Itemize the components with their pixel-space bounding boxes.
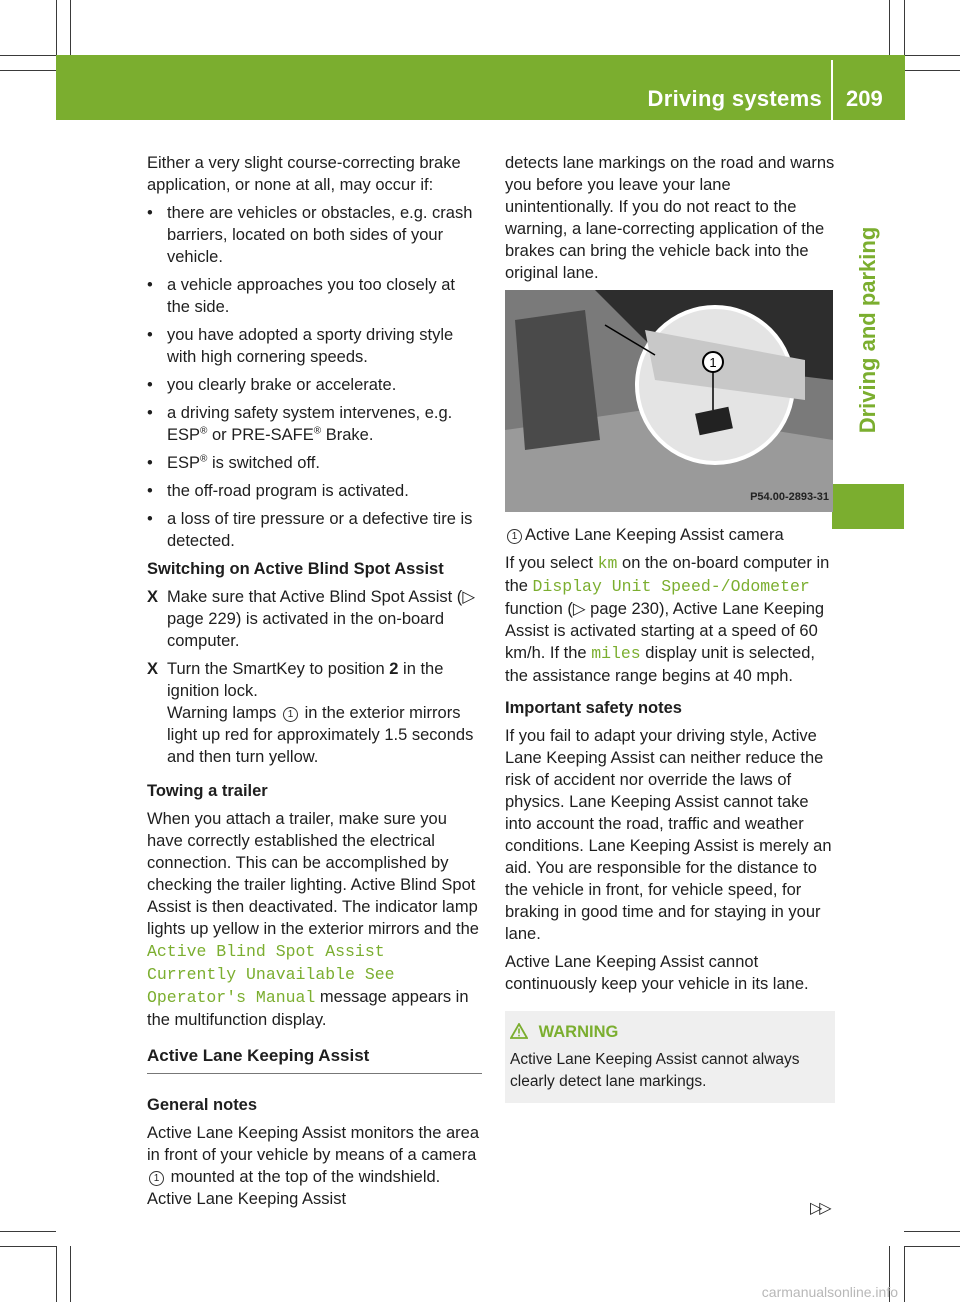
callout-1-icon: 1 — [149, 1171, 164, 1186]
list-item: • the off-road program is activated. — [147, 482, 409, 500]
general-notes-paragraph: Active Lane Keeping Assist monitors the area in front of your vehicle by means of a camera 1 mounted at the top of the windshield. Active Lane Keeping Assist — [147, 1124, 480, 1208]
crop-mark — [904, 1246, 905, 1302]
bullet-mark: • — [147, 454, 153, 472]
list-item: • there are vehicles or obstacles, e.g. crash barriers, located on both sides of your vehicle. — [147, 204, 473, 266]
subheading-towing: Towing a trailer — [147, 782, 268, 800]
crop-mark — [904, 55, 960, 56]
towing-paragraph: When you attach a trailer, make sure you have correctly established the electrical connection. This can be accomplished by checking the trailer lighting. Active Blind Spot Assist is then deactivated. The indicator lamp lights up yellow in the exterior mirrors and the Active Blind Spot Assist Currently Unavailable See Operator's Manual message appears in the multifunction display. — [147, 810, 479, 1029]
chapter-title: Driving and parking — [855, 226, 880, 434]
subheading-general-notes: General notes — [147, 1096, 258, 1114]
chapter-tab — [832, 130, 904, 434]
crop-mark — [904, 70, 960, 71]
crop-mark — [70, 0, 71, 55]
page-ref-icon: ▷ — [462, 588, 476, 606]
subheading-safety: Important safety notes — [505, 699, 682, 717]
list-item: • a driving safety system intervenes, e.g. ESP® or PRE-SAFE® Brake. — [147, 404, 453, 444]
bullet-mark: • — [147, 482, 153, 500]
camera-photo — [505, 290, 833, 512]
safety-paragraph: If you fail to adapt your driving style, Active Lane Keeping Assist can neither reduce the risk of accident nor override the laws of physics. Lane Keeping Assist cannot take into account the road, traffic and weather conditions. Lane Keeping Assist is merely an aid. You are responsible for the distance to the vehicle in front, for vehicle speed, for braking in good time and for staying in your lane. — [505, 727, 832, 943]
svg-text:1: 1 — [709, 355, 717, 370]
list-item: • a loss of tire pressure or a defective tire is detected. — [147, 510, 473, 550]
camera-illustration — [505, 290, 833, 512]
cannot-paragraph: Active Lane Keeping Assist cannot continuously keep your vehicle in its lane. — [505, 953, 809, 993]
page-ref-icon: ▷ — [572, 600, 586, 618]
bullet-mark: • — [147, 276, 153, 294]
header-divider — [831, 60, 833, 120]
crop-mark — [0, 70, 56, 71]
intro-paragraph: Either a very slight course-correcting brake application, or none at all, may occur if: — [147, 154, 461, 194]
crop-mark — [56, 1246, 57, 1302]
warning-box — [505, 1011, 835, 1103]
continued-paragraph: detects lane markings on the road and warns you before you leave your lane unintentionally. If you do not react to the warning, a lane-correcting application of the brakes can bring the vehicle back into the original lane. — [505, 154, 835, 282]
section-title: Driving systems — [647, 86, 822, 111]
right-column — [505, 152, 835, 1103]
display-message: Active Blind Spot Assist Currently Unavailable See Operator's Manual — [147, 942, 395, 1007]
list-item: • you clearly brake or accelerate. — [147, 376, 397, 394]
crop-mark — [0, 55, 56, 56]
crop-mark — [904, 1246, 960, 1247]
bullet-mark: • — [147, 204, 153, 222]
left-column — [147, 152, 482, 1216]
warning-title: WARNING — [538, 1023, 619, 1041]
instruction-step: X Turn the SmartKey to position 2 in the ignition lock. Warning lamps 1 in the exterior mirrors light up red for approximately 1.5 seconds and then turn yellow. — [147, 660, 474, 766]
callout-1-icon: 1 — [283, 707, 298, 722]
crop-mark — [904, 1231, 960, 1232]
crop-mark — [0, 1231, 56, 1232]
subheading-switching-on: Switching on Active Blind Spot Assist — [147, 560, 444, 578]
km-setting-paragraph: If you select km on the on-board computer in the Display Unit Speed-/Odometer function (▷ page 230), Active Lane Keeping Assist is activated starting at a speed of 60 km/h. If the miles display unit is selected, the assistance range begins at 40 mph. — [505, 554, 830, 685]
crop-mark — [889, 0, 890, 55]
bullet-mark: • — [147, 376, 153, 394]
list-item: • a vehicle approaches you too closely at the side. — [147, 276, 456, 316]
step-arrow-icon: X — [147, 588, 159, 606]
watermark: carmanualsonline.info — [761, 1284, 898, 1300]
crop-mark — [70, 1246, 71, 1302]
section-heading-lane-keeping: Active Lane Keeping Assist — [147, 1045, 482, 1074]
crop-mark — [56, 0, 57, 55]
bullet-mark: • — [147, 510, 153, 528]
callout-legend: 1 Active Lane Keeping Assist camera — [505, 524, 835, 546]
photo-credit: P54.00-2893-31 — [750, 491, 829, 503]
step-arrow-icon: X — [147, 660, 159, 678]
crop-mark — [904, 0, 905, 55]
continued-arrow-icon: ▷▷ — [810, 1200, 829, 1217]
instruction-step: X Make sure that Active Blind Spot Assist (▷ page 229) is activated in the on-board computer. — [147, 588, 476, 650]
crop-mark — [0, 1246, 56, 1247]
warning-triangle-icon — [510, 1023, 528, 1039]
bullet-mark: • — [147, 326, 153, 344]
list-item: • you have adopted a sporty driving style with high cornering speeds. — [147, 326, 454, 366]
callout-1-icon: 1 — [507, 529, 522, 544]
list-item: • ESP® is switched off. — [147, 453, 320, 472]
warning-text: Active Lane Keeping Assist cannot always clearly detect lane markings. — [510, 1051, 800, 1090]
bullet-mark: • — [147, 404, 153, 422]
chapter-marker — [832, 484, 904, 529]
page-number: 209 — [846, 86, 883, 111]
